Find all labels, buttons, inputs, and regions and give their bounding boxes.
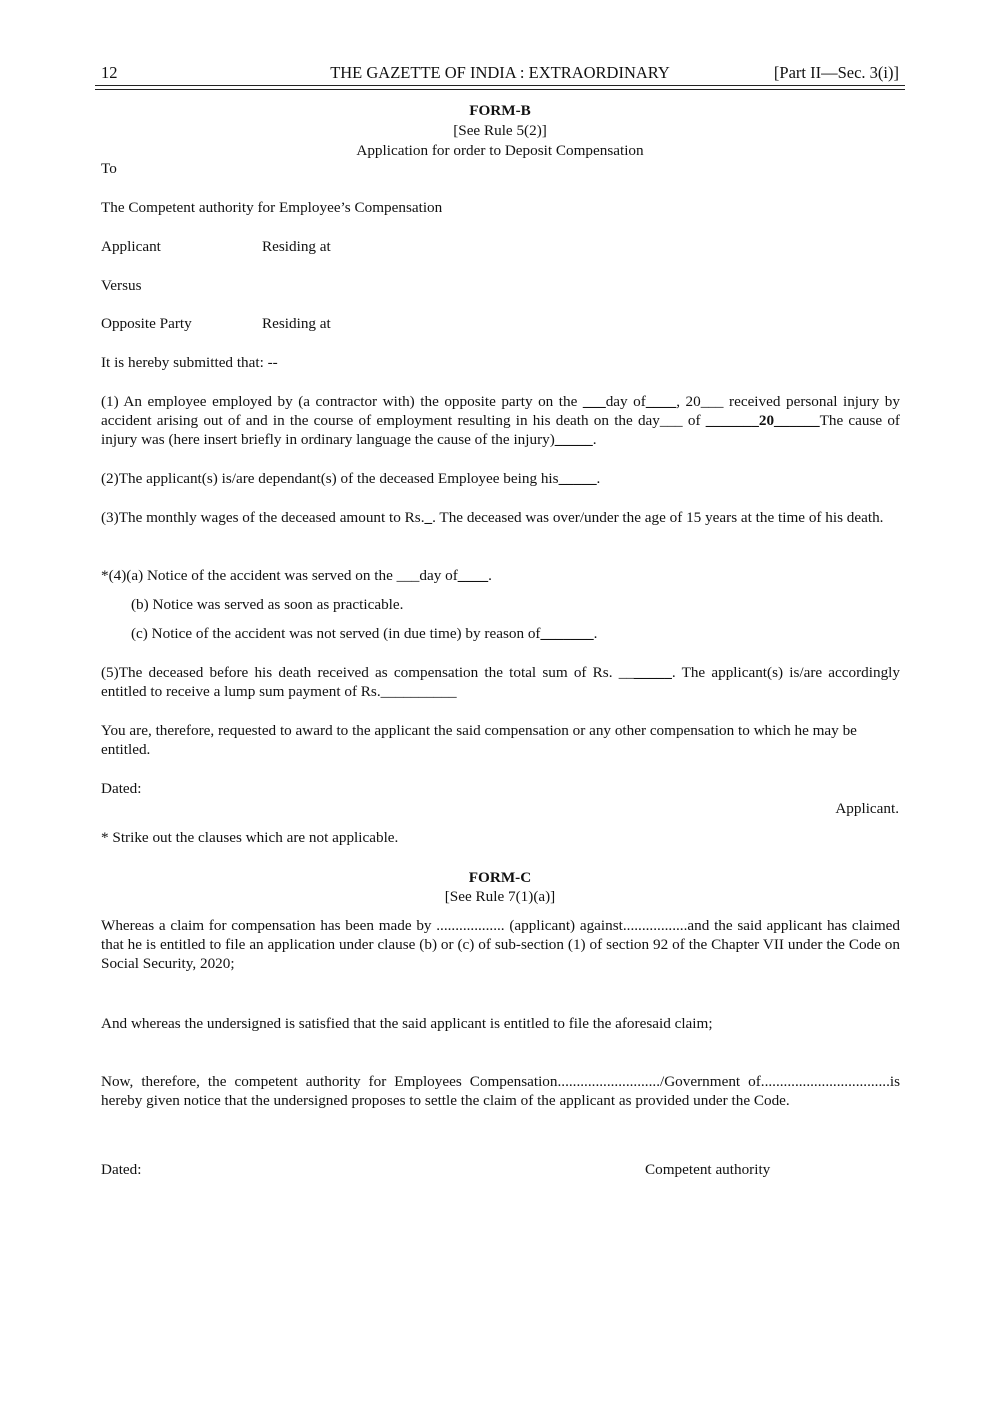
clause-4c-blank-reason: _______	[540, 625, 594, 642]
request-paragraph: You are, therefore, requested to award to the applicant the said compensation or any other compensation to which he may be entitled.	[101, 722, 857, 758]
clause-5-blank-sum: _____	[633, 664, 672, 681]
clause-1-text-e: .	[592, 431, 597, 448]
clause-3-text-a: (3)The monthly wages of the deceased amount to Rs.	[101, 509, 425, 526]
versus-label: Versus	[101, 277, 142, 294]
clause-1-blank-death-date: _______20______	[705, 412, 820, 429]
gazette-title: THE GAZETTE OF INDIA : EXTRAORDINARY	[330, 63, 670, 82]
authority-line: The Competent authority for Employee’s Compensation	[101, 199, 443, 216]
clause-5-text-b: . The applicant(s) is/are accordingly entitled to receive a lump sum payment of Rs.__________	[101, 664, 900, 700]
clause-4c-text-a: (c) Notice of the accident was not served (in due time) by reason of	[131, 625, 541, 642]
opposite-party-label: Opposite Party	[101, 315, 192, 332]
applicant-signature: Applicant.	[835, 800, 899, 817]
to-label: To	[101, 160, 117, 177]
clause-2	[101, 469, 900, 488]
clause-4a-text-b: .	[488, 567, 492, 584]
footnote: * Strike out the clauses which are not applicable.	[101, 829, 399, 846]
competent-authority-signature: Competent authority	[645, 1161, 771, 1178]
form-c-heading: FORM-C	[468, 869, 532, 886]
form-b-dated: Dated:	[101, 780, 142, 797]
form-c-dated: Dated:	[101, 1161, 142, 1178]
clause-4c	[131, 624, 597, 643]
opposite-party-residing-label: Residing at	[262, 315, 331, 332]
clause-3-blank-wages: _	[424, 509, 433, 526]
form-c-and-whereas: And whereas the undersigned is satisfied that the said applicant is entitled to file the aforesaid claim;	[101, 1015, 713, 1032]
page-number: 12	[101, 63, 118, 82]
clause-2-blank-relation: _____	[558, 470, 597, 487]
clause-3	[101, 508, 900, 527]
clause-4a-blank-month: ____	[457, 567, 489, 584]
applicant-residing-label: Residing at	[262, 238, 331, 255]
clause-1-text-b: day of	[605, 393, 646, 410]
header-rule-bottom	[95, 89, 905, 90]
form-c-now-therefore: Now, therefore, the competent authority for Employees Compensation.........................../Government of..................................is hereby given notice that the undersigned proposes to settle the claim of the applicant as provided under the Code.	[101, 1073, 900, 1109]
clause-1-text-a: (1) An employee employed by (a contractor with) the opposite party on the	[101, 393, 583, 410]
header-rule-top	[95, 85, 905, 86]
clause-1-text-d: The cause of injury was (here insert briefly in ordinary language the cause of the injury)	[101, 412, 900, 448]
part-section: [Part II—Sec. 3(i)]	[773, 63, 899, 82]
clause-2-text-a: (2)The applicant(s) is/are dependant(s) of the deceased Employee being his	[101, 470, 559, 487]
applicant-label: Applicant	[101, 238, 161, 255]
clause-4a	[101, 566, 900, 585]
clause-1-blank-cause: _____	[554, 431, 593, 448]
clause-4b: (b) Notice was served as soon as practicable.	[131, 596, 404, 613]
clause-4c-text-b: .	[593, 625, 598, 642]
form-b-rule: [See Rule 5(2)]	[453, 122, 547, 139]
clause-1-blank-month: ____	[645, 393, 677, 410]
clause-5	[101, 663, 900, 701]
clause-5-text-a: (5)The deceased before his death received as compensation the total sum of Rs. __	[101, 664, 634, 681]
form-c-rule: [See Rule 7(1)(a)]	[444, 888, 556, 905]
clause-1	[101, 392, 900, 449]
clause-3-text-b: . The deceased was over/under the age of 15 years at the time of his death.	[432, 509, 884, 526]
form-c-whereas: Whereas a claim for compensation has been made by .................. (applicant) against.................and the said applicant has claimed that he is entitled to file an application under clause (b) or (c) of sub-section (1) of section 92 of the Chapter VII under the Code on Social Security, 2020;	[101, 917, 900, 972]
clause-1-blank-day: ___	[582, 393, 606, 410]
clause-2-text-b: .	[596, 470, 601, 487]
clause-1-text-c: , 20___ received personal injury by accident arising out of and in the course of employment resulting in his death on the day___ of	[101, 393, 900, 429]
form-b-subtitle: Application for order to Deposit Compensation	[356, 142, 644, 159]
submitted-line: It is hereby submitted that: --	[101, 354, 278, 371]
clause-4a-text-a: *(4)(a) Notice of the accident was served on the ___day of	[101, 567, 458, 584]
form-b-heading: FORM-B	[469, 102, 531, 119]
